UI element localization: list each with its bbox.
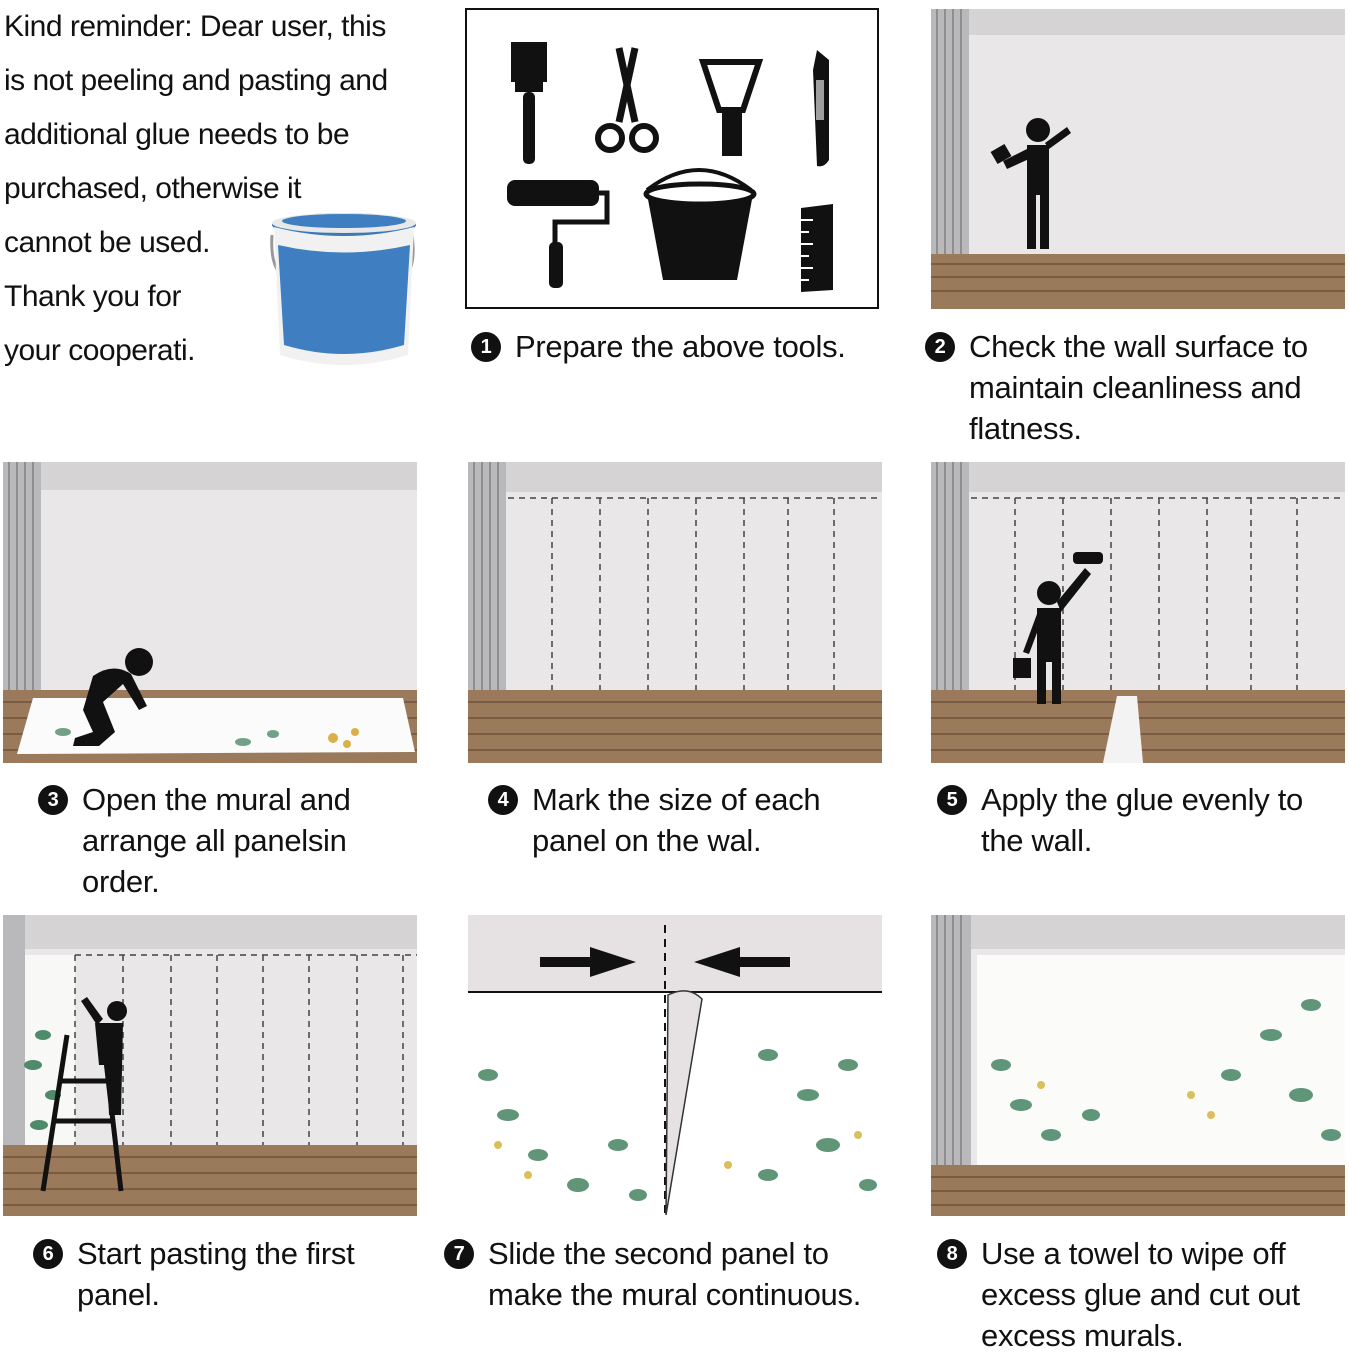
ruler-icon [801, 204, 833, 292]
step-3-caption: 3 Open the mural and arrange all panelsin order. [38, 779, 351, 902]
glue-bucket-image [266, 205, 426, 375]
scraper-icon [703, 62, 759, 156]
reminder-line: is not peeling and pasting and [4, 64, 388, 97]
step-5-caption: 5 Apply the glue evenly to the wall. [937, 779, 1349, 861]
step-number-badge: 4 [488, 785, 518, 815]
step-8-caption: 8 Use a towel to wipe off excess glue and cut out excess murals. [937, 1233, 1349, 1356]
step-number-badge: 6 [33, 1239, 63, 1269]
paint-brush-icon [511, 42, 547, 164]
step-number-badge: 1 [471, 332, 501, 362]
paint-roller-icon [507, 180, 607, 288]
reminder-line: purchased, otherwise it [4, 172, 301, 205]
step-6-image [3, 915, 417, 1216]
reminder-line: cannot be used. [4, 226, 211, 259]
step-number-badge: 2 [925, 332, 955, 362]
tools-box [465, 8, 879, 309]
step-1-caption: 1 Prepare the above tools. [471, 326, 846, 367]
reminder-line: Kind reminder: Dear user, this [4, 10, 386, 43]
step-2-image [931, 9, 1345, 309]
scissors-icon [598, 48, 656, 150]
step-number-badge: 8 [937, 1239, 967, 1269]
step-4-image [468, 462, 882, 763]
step-number-badge: 3 [38, 785, 68, 815]
step-number-badge: 7 [444, 1239, 474, 1269]
step-8-image [931, 915, 1345, 1216]
step-4-caption: 4 Mark the size of each panel on the wal. [488, 779, 820, 861]
reminder-line: additional glue needs to be [4, 118, 350, 151]
step-5-image [931, 462, 1345, 763]
step-6-caption: 6 Start pasting the first panel. [33, 1233, 354, 1315]
utility-knife-icon [813, 50, 829, 166]
step-2-caption: 2 Check the wall surface to maintain cleanliness and flatness. [925, 326, 1349, 449]
reminder-line: your cooperati. [4, 334, 195, 367]
step-7-caption: 7 Slide the second panel to make the mural continuous. [444, 1233, 914, 1315]
reminder-line: Thank you for [4, 280, 181, 313]
step-3-image [3, 462, 417, 763]
step-number-badge: 5 [937, 785, 967, 815]
step-7-image [468, 915, 882, 1216]
bucket-icon [646, 170, 754, 280]
